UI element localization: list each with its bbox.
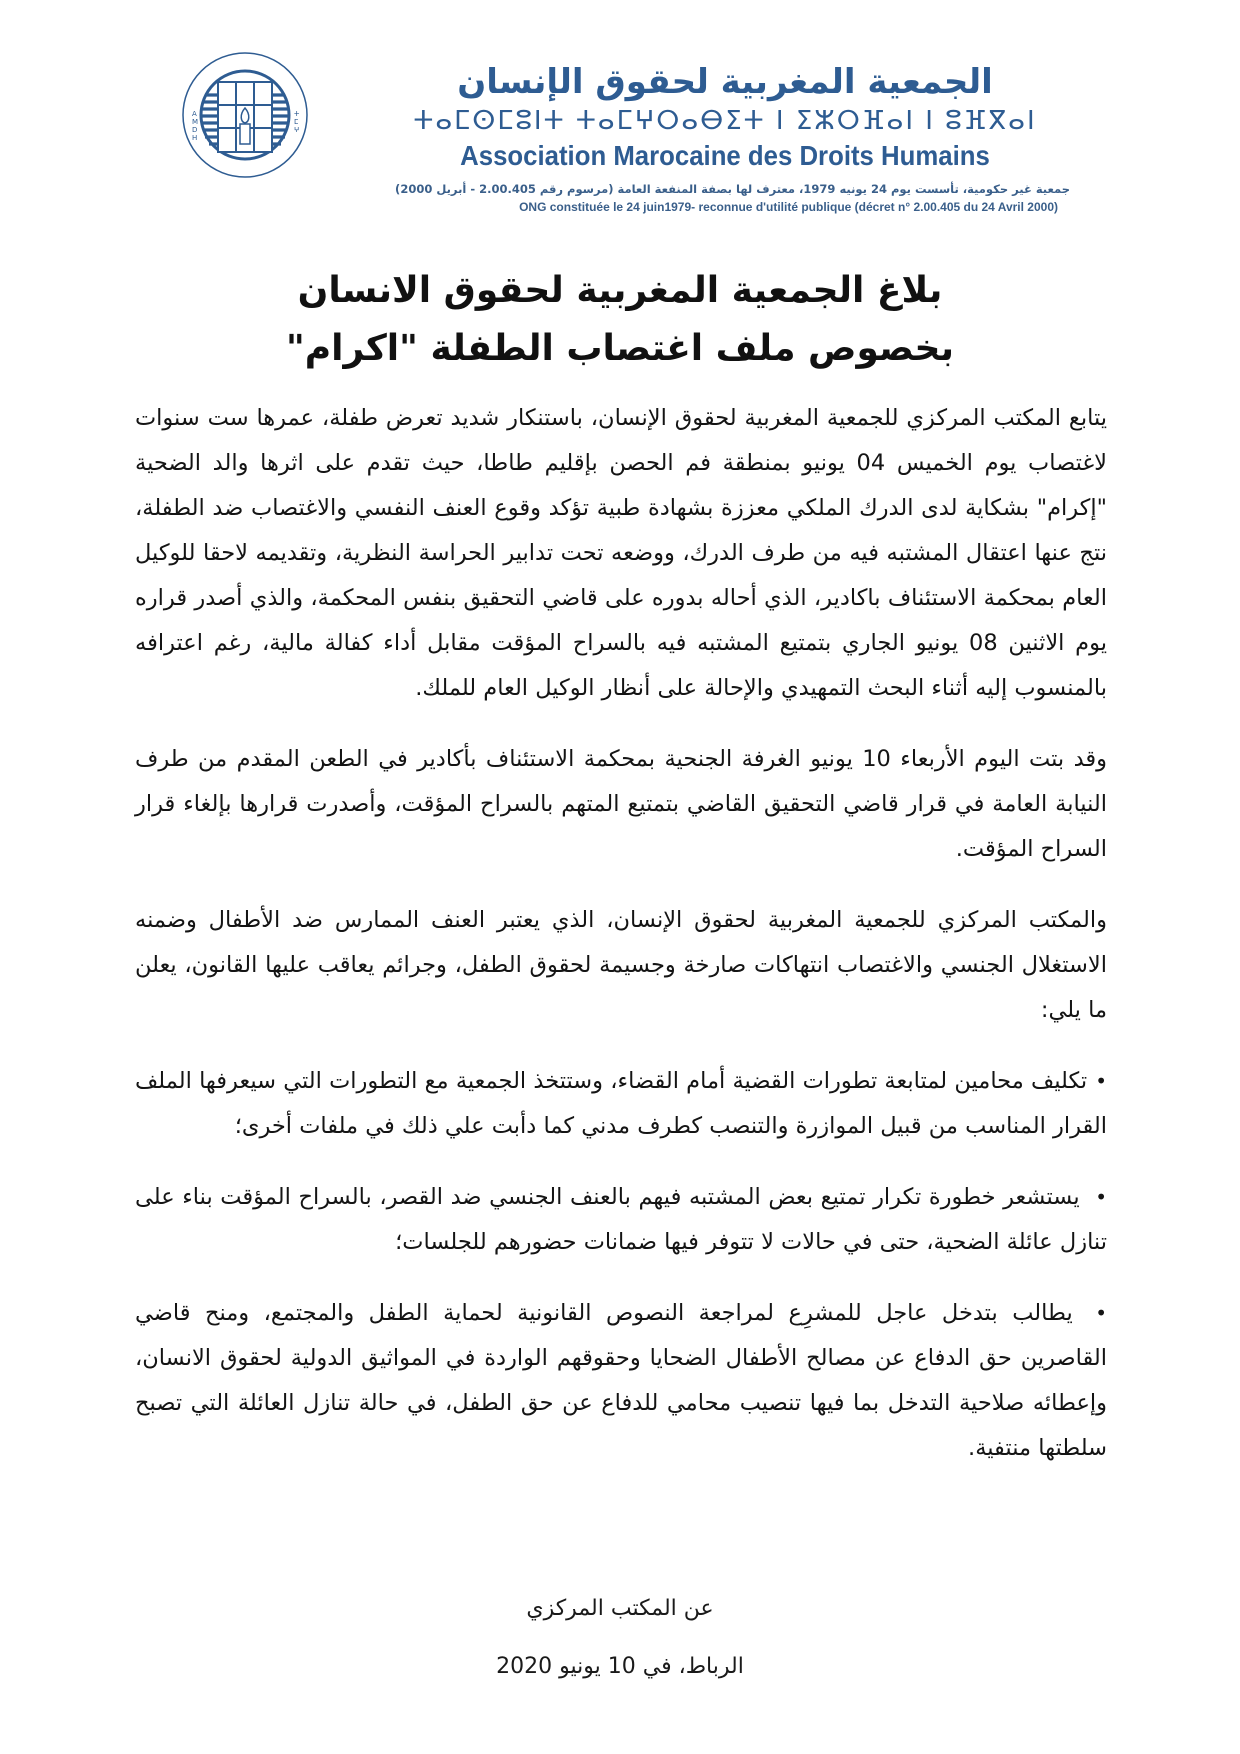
- svg-text:ⵜ: ⵜ: [294, 110, 300, 118]
- paragraph: والمكتب المركزي للجمعية المغربية لحقوق الإنسان، الذي يعتبر العنف الممارس ضد الأطفال وضمنه الاستغلال الجنسي والاغتصاب انتهاكات صارخة وجسيمة لحقوق الطفل، وجرائم يعاقب عليها القانون، يعلن ما يلي:: [135, 907, 1107, 1023]
- bullet-icon: •: [1095, 1185, 1107, 1209]
- bullet-icon: •: [1095, 1301, 1107, 1325]
- bullet-text: يستشعر خطورة تكرار تمتيع بعض المشتبه فيهم بالعنف الجنسي ضد القصر، بالسراح المؤقت بناء على تنازل عائلة الضحية، حتى في حالات لا تتوفر فيها ضمانات حضورهم للجلسات؛: [135, 1184, 1107, 1255]
- signature-block: [370, 1580, 870, 1696]
- org-name-tifinagh: ⵜⴰⵎⵙⵎⵓⵏⵜ ⵜⴰⵎⵖⵔⴰⴱⵉⵜ ⵏ ⵉⵣⵔⴼⴰⵏ ⵏ ⵓⴼⴳⴰⵏ: [413, 106, 1037, 136]
- document-body: [135, 396, 1107, 1497]
- registration-french: ONG constituée le 24 juin1979- reconnue d'utilité publique (décret n° 2.00.405 du 24 Avril 2000): [519, 200, 1058, 214]
- registration-arabic: جمعية غير حكومية، تأسست يوم 24 يونيه 1979، معترف لها بصفة المنفعة العامة (مرسوم رقم 2.00.405 - أبريل 2000): [395, 182, 1070, 196]
- logo-emblem-svg: [180, 50, 310, 180]
- amdh-logo-icon: [180, 50, 310, 180]
- svg-text:M: M: [192, 118, 199, 126]
- org-name-arabic: الجمعية المغربية لحقوق الإنسان: [457, 62, 993, 102]
- paragraph: وقد بتت اليوم الأربعاء 10 يونيو الغرفة الجنحية بمحكمة الاستئناف بأكادير في الطعن المقدم من طرف النيابة العامة في قرار قاضي التحقيق القاضي بتمتيع المتهم بالسراح المؤقت، وأصدرت قرارها بإلغاء قرار السراح المؤقت.: [135, 746, 1108, 862]
- svg-text:D: D: [192, 126, 198, 134]
- bullet-item: [135, 1059, 1107, 1149]
- bullet-item: [135, 1291, 1107, 1471]
- svg-text:A: A: [192, 110, 197, 118]
- signature-place-date: الرباط، في 10 يونيو 2020: [496, 1654, 744, 1679]
- bullet-text: يطالب بتدخل عاجل للمشرِع لمراجعة النصوص القانونية لحماية الطفل والمجتمع، ومنح قاضي القاصرين حق الدفاع عن مصالح الأطفال الضحايا وحقوقهم الواردة في المواثيق الدولية لحقوق الانسان، وإعطائه صلاحية التدخل بما فيها تنصيب محامي للدفاع عن حق الطفل، في حالة تنازل العائلة التي تصبح سلطتها منتفية.: [135, 1300, 1107, 1461]
- svg-text:H: H: [192, 134, 198, 142]
- bullet-icon: •: [1095, 1069, 1107, 1093]
- org-name-french: Association Marocaine des Droits Humains: [460, 140, 990, 171]
- organization-header: [380, 60, 1070, 216]
- svg-text:ⵎ: ⵎ: [294, 118, 299, 126]
- paragraph: يتابع المكتب المركزي للجمعية المغربية لحقوق الإنسان، باستنكار شديد تعرض طفلة، عمرها ست سنوات لاغتصاب يوم الخميس 04 يونيو بمنطقة فم الحصن بإقليم طاطا، حيث تقدم على اثرها والد الضحية "إكرام" بشكاية لدى الدرك الملكي معززة بشهادة طبية تؤكد وقوع العنف النفسي والاغتصاب ضد الطفلة، نتج عنها اعتقال المشتبه فيه من طرف الدرك، ووضعه تحت تدابير الحراسة النظرية، وتقديمه لاحقا للوكيل العام بمحكمة الاستئناف باكادير، الذي أحاله بدوره على قاضي التحقيق بنفس المحكمة، والذي أصدر قراره يوم الاثنين 08 يونيو الجاري بتمتيع المشتبه فيه بالسراح المؤقت مقابل أداء كفالة مالية، رغم اعترافه بالمنسوب إليه أثناء البحث التمهيدي والإحالة على أنظار الوكيل العام للملك.: [135, 405, 1107, 701]
- letterhead: [0, 40, 1240, 230]
- signature-from: عن المكتب المركزي: [526, 1596, 714, 1621]
- svg-text:ⵖ: ⵖ: [294, 126, 300, 134]
- title-line-2: بخصوص ملف اغتصاب الطفلة "اكرام": [286, 328, 954, 369]
- document-title: [120, 262, 1120, 378]
- bullet-item: [135, 1175, 1107, 1265]
- title-line-1: بلاغ الجمعية المغربية لحقوق الانسان: [297, 270, 943, 311]
- bullet-text: تكليف محامين لمتابعة تطورات القضية أمام القضاء، وستتخذ الجمعية مع التطورات التي سيعرفها الملف القرار المناسب من قبيل الموازرة والتنصب كطرف مدني كما دأبت علي ذلك في ملفات أخرى؛: [135, 1068, 1107, 1139]
